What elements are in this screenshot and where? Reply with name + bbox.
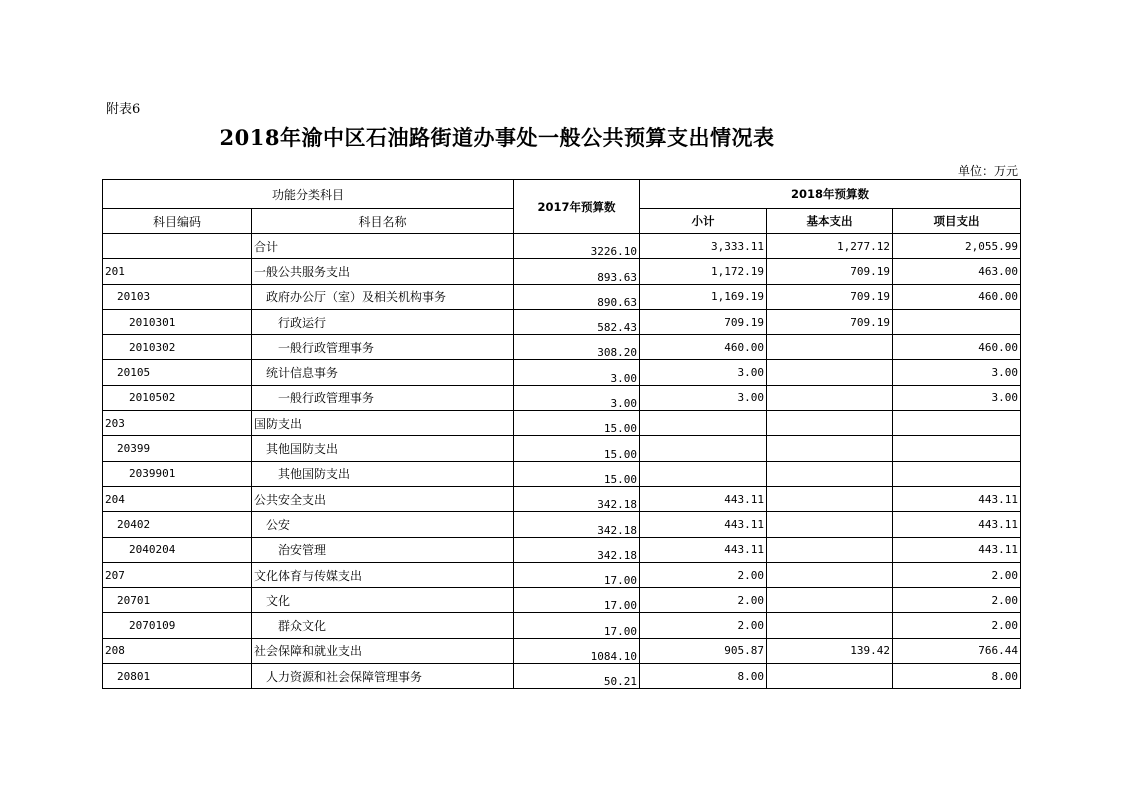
table-row [103, 512, 1021, 537]
subtotal-cell: 443.11 [640, 512, 767, 537]
prev-year-cell: 17.00 [514, 613, 640, 638]
table-row [103, 613, 1021, 638]
subtotal-cell: 1,169.19 [640, 284, 767, 309]
table-row [103, 638, 1021, 663]
table-row [103, 436, 1021, 461]
name-cell: 社会保障和就业支出 [252, 638, 514, 663]
project-cell: 443.11 [893, 537, 1021, 562]
table-body [103, 234, 1021, 689]
name-cell: 治安管理 [252, 537, 514, 562]
project-cell: 3.00 [893, 385, 1021, 410]
table-row [103, 360, 1021, 385]
basic-cell: 709.19 [767, 309, 893, 334]
name-cell: 一般行政管理事务 [252, 335, 514, 360]
prev-year-cell: 3.00 [514, 385, 640, 410]
prev-year-cell: 1084.10 [514, 638, 640, 663]
subtotal-cell [640, 411, 767, 436]
table-row [103, 335, 1021, 360]
prev-year-cell: 15.00 [514, 411, 640, 436]
table-row [103, 537, 1021, 562]
prev-year-cell: 3.00 [514, 360, 640, 385]
name-cell: 文化体育与传媒支出 [252, 562, 514, 587]
prev-year-cell: 342.18 [514, 537, 640, 562]
basic-cell [767, 512, 893, 537]
subtotal-cell: 1,172.19 [640, 259, 767, 284]
table-row [103, 486, 1021, 511]
name-cell: 国防支出 [252, 411, 514, 436]
subtotal-cell [640, 436, 767, 461]
project-cell: 463.00 [893, 259, 1021, 284]
table-row [103, 259, 1021, 284]
project-cell: 460.00 [893, 284, 1021, 309]
prev-year-cell: 582.43 [514, 309, 640, 334]
name-cell: 人力资源和社会保障管理事务 [252, 664, 514, 689]
project-cell: 2.00 [893, 562, 1021, 587]
name-cell: 其他国防支出 [252, 461, 514, 486]
header-cur-year: 2018年预算数 [640, 180, 1021, 209]
name-cell: 统计信息事务 [252, 360, 514, 385]
project-cell: 2.00 [893, 613, 1021, 638]
page-title [0, 122, 1122, 152]
basic-cell [767, 461, 893, 486]
project-cell [893, 411, 1021, 436]
table-row [103, 234, 1021, 259]
basic-cell: 1,277.12 [767, 234, 893, 259]
name-cell: 文化 [252, 588, 514, 613]
subtotal-cell: 3.00 [640, 360, 767, 385]
basic-cell [767, 436, 893, 461]
basic-cell [767, 562, 893, 587]
basic-cell [767, 360, 893, 385]
basic-cell [767, 385, 893, 410]
name-cell: 公共安全支出 [252, 486, 514, 511]
project-cell: 443.11 [893, 512, 1021, 537]
code-cell: 20105 [103, 360, 252, 385]
project-cell: 766.44 [893, 638, 1021, 663]
table-row [103, 284, 1021, 309]
table-row [103, 664, 1021, 689]
subtotal-cell [640, 461, 767, 486]
basic-cell [767, 537, 893, 562]
code-cell: 2010302 [103, 335, 252, 360]
basic-cell: 139.42 [767, 638, 893, 663]
prev-year-cell: 893.63 [514, 259, 640, 284]
code-cell: 20103 [103, 284, 252, 309]
header-subtotal: 小计 [640, 209, 767, 234]
project-cell: 443.11 [893, 486, 1021, 511]
basic-cell [767, 664, 893, 689]
header-prev-year: 2017年预算数 [514, 180, 640, 234]
prev-year-cell: 17.00 [514, 588, 640, 613]
code-cell: 2070109 [103, 613, 252, 638]
name-cell: 行政运行 [252, 309, 514, 334]
basic-cell: 709.19 [767, 259, 893, 284]
prev-year-cell: 15.00 [514, 461, 640, 486]
code-cell: 201 [103, 259, 252, 284]
attachment-label: 附表6 [106, 102, 141, 117]
basic-cell [767, 411, 893, 436]
page-title-text: 2018年渝中区石油路街道办事处一般公共预算支出情况表 [219, 125, 775, 150]
subtotal-cell: 905.87 [640, 638, 767, 663]
prev-year-cell: 342.18 [514, 486, 640, 511]
code-cell: 2039901 [103, 461, 252, 486]
unit-label: 单位：万元 [957, 164, 1018, 178]
code-cell: 20402 [103, 512, 252, 537]
subtotal-cell: 2.00 [640, 613, 767, 638]
code-cell [103, 234, 252, 259]
project-cell: 3.00 [893, 360, 1021, 385]
code-cell: 20801 [103, 664, 252, 689]
code-cell: 2010502 [103, 385, 252, 410]
prev-year-cell: 890.63 [514, 284, 640, 309]
table-row [103, 588, 1021, 613]
budget-table [102, 179, 1021, 689]
table-row [103, 562, 1021, 587]
code-cell: 207 [103, 562, 252, 587]
project-cell: 460.00 [893, 335, 1021, 360]
code-cell: 204 [103, 486, 252, 511]
header-code: 科目编码 [103, 209, 252, 234]
code-cell: 203 [103, 411, 252, 436]
project-cell [893, 309, 1021, 334]
prev-year-cell: 50.21 [514, 664, 640, 689]
subtotal-cell: 2.00 [640, 562, 767, 587]
header-name: 科目名称 [252, 209, 514, 234]
name-cell: 公安 [252, 512, 514, 537]
basic-cell [767, 335, 893, 360]
table-row [103, 461, 1021, 486]
subtotal-cell: 460.00 [640, 335, 767, 360]
name-cell: 一般行政管理事务 [252, 385, 514, 410]
code-cell: 208 [103, 638, 252, 663]
name-cell: 群众文化 [252, 613, 514, 638]
project-cell [893, 436, 1021, 461]
project-cell: 8.00 [893, 664, 1021, 689]
name-cell: 合计 [252, 234, 514, 259]
table-row [103, 385, 1021, 410]
basic-cell [767, 613, 893, 638]
header-func-category: 功能分类科目 [103, 180, 514, 209]
code-cell: 2040204 [103, 537, 252, 562]
subtotal-cell: 3.00 [640, 385, 767, 410]
prev-year-cell: 308.20 [514, 335, 640, 360]
subtotal-cell: 709.19 [640, 309, 767, 334]
prev-year-cell: 342.18 [514, 512, 640, 537]
prev-year-cell: 17.00 [514, 562, 640, 587]
prev-year-cell: 3226.10 [514, 234, 640, 259]
subtotal-cell: 3,333.11 [640, 234, 767, 259]
name-cell: 其他国防支出 [252, 436, 514, 461]
subtotal-cell: 8.00 [640, 664, 767, 689]
code-cell: 20701 [103, 588, 252, 613]
project-cell: 2,055.99 [893, 234, 1021, 259]
subtotal-cell: 443.11 [640, 486, 767, 511]
name-cell: 一般公共服务支出 [252, 259, 514, 284]
table-row [103, 309, 1021, 334]
code-cell: 20399 [103, 436, 252, 461]
name-cell: 政府办公厅（室）及相关机构事务 [252, 284, 514, 309]
header-project: 项目支出 [893, 209, 1021, 234]
header-row-1 [103, 180, 1021, 209]
header-basic: 基本支出 [767, 209, 893, 234]
subtotal-cell: 2.00 [640, 588, 767, 613]
project-cell [893, 461, 1021, 486]
subtotal-cell: 443.11 [640, 537, 767, 562]
basic-cell: 709.19 [767, 284, 893, 309]
code-cell: 2010301 [103, 309, 252, 334]
basic-cell [767, 588, 893, 613]
project-cell: 2.00 [893, 588, 1021, 613]
basic-cell [767, 486, 893, 511]
table-row [103, 411, 1021, 436]
prev-year-cell: 15.00 [514, 436, 640, 461]
